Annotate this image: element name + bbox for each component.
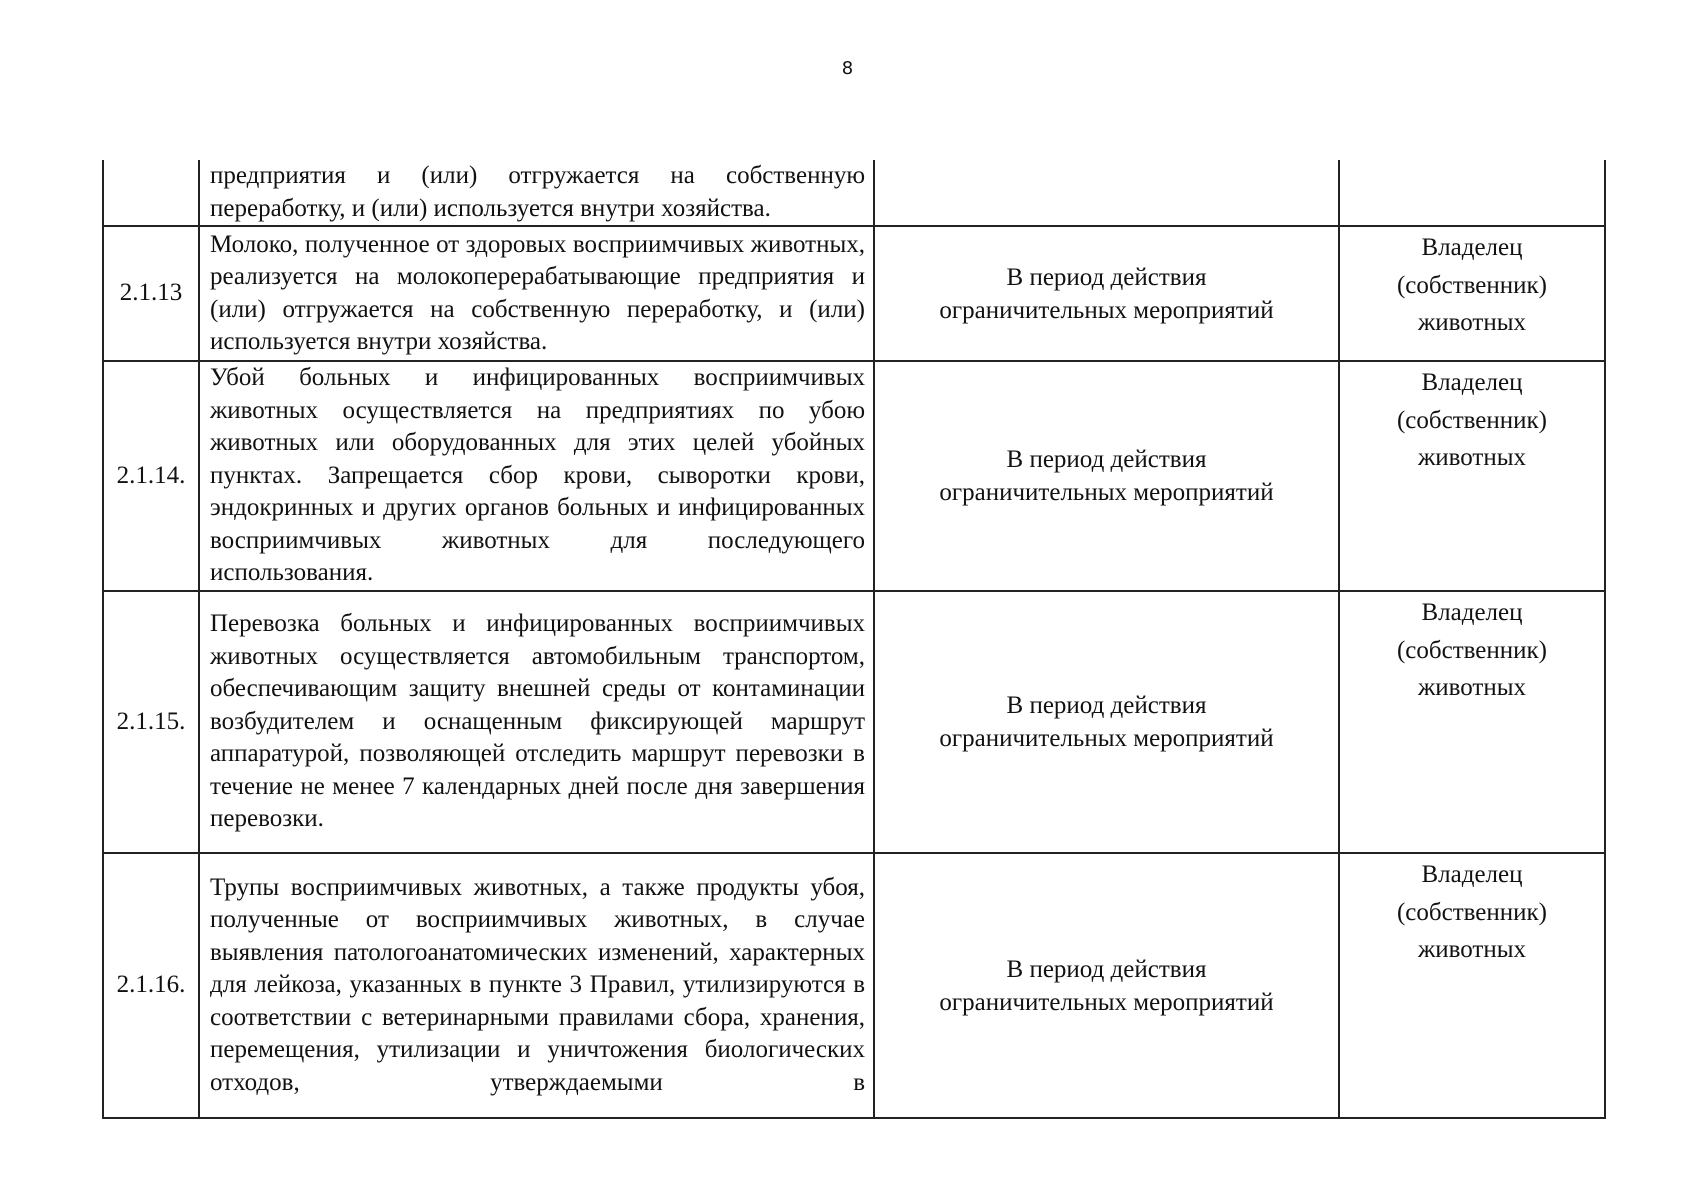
row-number [103,160,199,226]
row-responsible [1339,591,1605,853]
period-line: ограничительных мероприятий [939,296,1274,324]
period-line: ограничительных мероприятий [939,725,1274,752]
table-row [103,591,1605,853]
row-description: Убой больных и инфицированных восприимчивых животных осуществляется на предприятиях по убою животных или оборудованных для этих целей убойных пунктах. Запрещается сбор крови, сыворотки крови, эндокринных и других органов больных и инфицированных восприимчивых животных для последующего использования. [199,361,874,591]
row-period [874,361,1339,591]
row-description: Молоко, полученное от здоровых восприимчивых животных, реализуется на молокоперерабатывающие предприятия и (или) отгружается на собственную переработку, и (или) используется внутри хозяйства. [199,226,874,361]
period-line: ограничительных мероприятий [939,988,1274,1016]
responsible-line: животных [1417,309,1527,336]
row-responsible [1339,160,1605,226]
row-period [874,226,1339,361]
responsible-line: Владелец [1421,599,1523,626]
responsible-line: Владелец [1421,234,1523,261]
period-line: В период действия [1006,263,1207,291]
responsible-line: (собственник) [1396,898,1548,926]
row-responsible [1339,853,1605,1118]
responsible-line: (собственник) [1396,271,1548,299]
table-row [103,361,1605,591]
responsible-line: (собственник) [1396,636,1548,664]
period-line: В период действия [1006,446,1207,473]
row-period [874,160,1339,226]
page-number: 8 [841,58,854,79]
row-description: Трупы восприимчивых животных, а также продукты убоя, полученные от восприимчивых животных, в случае выявления патологоанатомических изменений, характерных для лейкоза, указанных в пункте 3 Правил, утилизируются в соответствии с ветеринарными правилами сбора, хранения, перемещения, утилизации и уничтожения биологических отходов, утверждаемыми в [199,853,874,1118]
measures-table [102,160,1606,1119]
row-period [874,853,1339,1118]
table-row [103,853,1605,1118]
row-responsible [1339,361,1605,591]
row-number: 2.1.14. [103,361,199,591]
row-number: 2.1.13 [103,226,199,361]
row-number: 2.1.16. [103,853,199,1118]
responsible-line: Владелец [1421,861,1523,888]
responsible-line: животных [1417,936,1527,963]
responsible-line: животных [1417,444,1527,471]
row-period [874,591,1339,853]
row-description: Перевозка больных и инфицированных восприимчивых животных осуществляется автомобильным транспортом, обеспечивающим защиту внешней среды от контаминации возбудителем и оснащенным фиксирующей маршрут аппаратурой, позволяющей отследить маршрут перевозки в течение не менее 7 календарных дней после дня завершения перевозки. [199,591,874,853]
row-description: предприятия и (или) отгружается на собственную переработку, и (или) используется внутри хозяйства. [199,160,874,226]
responsible-line: (собственник) [1396,406,1548,434]
responsible-line: Владелец [1421,369,1523,396]
row-number: 2.1.15. [103,591,199,853]
table-row [103,226,1605,361]
row-responsible [1339,226,1605,361]
period-line: ограничительных мероприятий [939,479,1274,506]
period-line: В период действия [1006,955,1207,983]
responsible-line: животных [1417,674,1527,701]
table-row [103,160,1605,226]
period-line: В период действия [1006,692,1207,719]
